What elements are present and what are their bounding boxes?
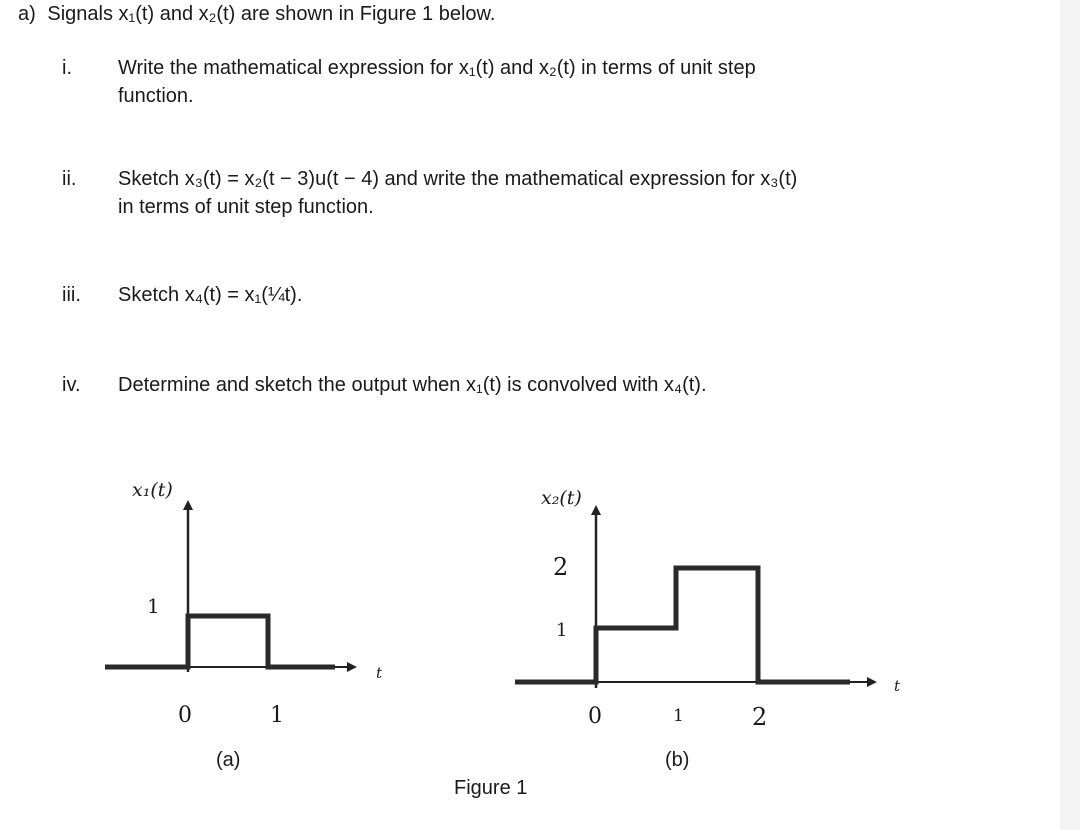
item-number-iii: iii. (62, 284, 81, 306)
plot-b (515, 510, 872, 688)
plot-b-xtick-0: 0 (588, 704, 602, 729)
item-text-i-line2: function. (118, 85, 194, 107)
item-number-ii: ii. (62, 168, 77, 190)
plot-a-x-label: t (376, 664, 383, 682)
plot-a-xtick-1: 1 (270, 703, 284, 728)
plot-a (105, 505, 352, 672)
item-text-ii-line2: in terms of unit step function. (118, 196, 374, 218)
plot-b-x-label: t (894, 677, 901, 695)
plot-b-y-label: x₂(t) (541, 487, 582, 509)
plot-a-sublabel: (a) (216, 749, 241, 771)
item-text-iii: Sketch x₄(t) = x₁(¼t). (118, 284, 303, 306)
plot-b-ytick-2: 2 (553, 553, 569, 581)
figure-caption: Figure 1 (454, 777, 528, 799)
plot-a-y-label: x₁(t) (132, 479, 173, 501)
item-text-ii-line1: Sketch x₃(t) = x₂(t − 3)u(t − 4) and write the mathematical expression for x₃(t) (118, 168, 798, 190)
question-intro: Signals x₁(t) and x₂(t) are shown in Figure 1 below. (47, 3, 496, 25)
plot-a-xtick-0: 0 (178, 703, 192, 728)
plot-b-xtick-2: 2 (752, 703, 768, 731)
plot-b-xtick-1: 1 (673, 706, 684, 726)
item-number-iv: iv. (62, 374, 81, 396)
item-text-i-line1: Write the mathematical expression for x₁(t) and x₂(t) in terms of unit step (118, 57, 756, 79)
plot-a-signal (105, 616, 335, 667)
item-text-iv: Determine and sketch the output when x₁(t) is convolved with x₄(t). (118, 374, 707, 396)
plot-a-ytick-1: 1 (147, 594, 160, 618)
item-number-i: i. (62, 57, 72, 79)
plot-b-ytick-1: 1 (556, 620, 568, 641)
question-label: a) (18, 3, 36, 25)
plot-b-sublabel: (b) (665, 749, 690, 771)
